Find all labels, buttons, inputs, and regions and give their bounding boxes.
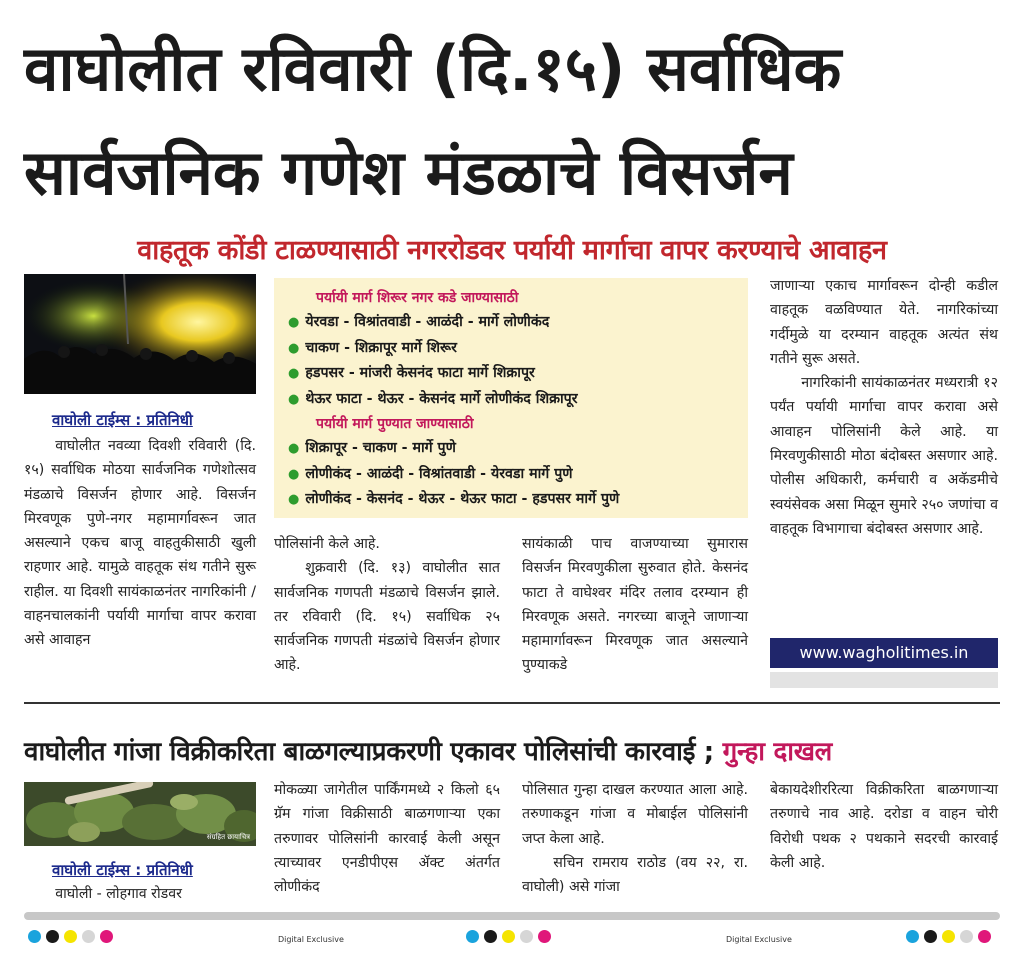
story1-col1-text: वाघोलीत नवव्या दिवशी रविवारी (दि. १५) सर्वाधिक मोठया सार्वजनिक गणेशोत्सव मंडळाचे विसर्जन होणार आहे. विसर्जन मिरवणूक पुणे-नगर महामार्गावरून जात असल्याने एकच बाजू वाहतुकीसाठी खुली राहणार आहे. यामुळे वाहतूक संथ गतीने सुरू राहील. या दिवशी सायंकाळनंतर नागरिकांनी / वाहनचालकांनी पर्यायी मार्गाचा वापर करावा असे आवाहन — [24, 438, 256, 649]
bullet-icon: ● — [288, 441, 300, 456]
story1-column-2 — [274, 532, 500, 678]
website-link[interactable]: www.wagholitimes.in — [770, 638, 998, 668]
registration-dot — [82, 930, 95, 943]
story2-column-2 — [274, 778, 500, 899]
registration-dot — [64, 930, 77, 943]
story1-col3-text: सायंकाळी पाच वाजण्याच्या सुमारास विसर्जन मिरवणुकीला सुरुवात होते. केसनंद फाटा ते वाघेश्वर मंदिर तलाव दरम्यान ही मिरवणूक असते. नगरच्या बाजूने जाणाऱ्या महामार्गावरून मिरवणूक जात असल्याने पुण्याकडे — [522, 536, 748, 674]
registration-dot — [46, 930, 59, 943]
story2-column-3 — [522, 778, 748, 899]
routes-heading-shirur: पर्यायी मार्ग शिरूर नगर कडे जाण्यासाठी — [316, 290, 519, 306]
registration-dot — [520, 930, 533, 943]
registration-dot — [978, 930, 991, 943]
registration-dot — [906, 930, 919, 943]
bullet-icon: ● — [288, 391, 300, 407]
registration-dot — [466, 930, 479, 943]
registration-dot — [924, 930, 937, 943]
procession-photo — [24, 274, 256, 394]
registration-dot — [28, 930, 41, 943]
main-headline-line2: सार्वजनिक गणेश मंडळाचे विसर्जन — [24, 136, 793, 209]
route-item: ● थेऊर फाटा - थेऊर - केसनंद मार्गे लोणीकंद शिक्रापूर — [288, 390, 578, 407]
case-registered-label: गुन्हा दाखल — [722, 737, 833, 767]
website-shadow-bar — [770, 672, 998, 688]
story2-byline: वाघोली टाईम्स : प्रतिनिधी — [52, 861, 193, 879]
story2-column-4 — [770, 778, 998, 875]
alternate-routes-box — [274, 278, 748, 518]
story1-col4-p2: नागरिकांनी सायंकाळनंतर मध्यरात्री १२ पर्यंत पर्यायी मार्गाचा वापर करावा असे आवाहन पोलिसांनी केले आहे. या मिरवणुकीसाठी मोठा बंदोबस्त असणार आहे. पोलीस अधिकारी, कर्मचारी व अकॅडमीचे स्वयंसेवक असा मिळून सुमारे २५० जणांचा व वाहतूक विभागाचा बंदोबस्त असणार आहे. — [770, 375, 998, 537]
registration-marks-right — [906, 930, 991, 943]
route-item: ● येरवडा - विश्रांतवाडी - आळंदी - मार्गे लोणीकंद — [288, 314, 550, 330]
story2-col3-p1: पोलिसात गुन्हा दाखल करण्यात आला आहे. तरुणाकडून गांजा व मोबाईल पोलिसांनी जप्त केला आहे. — [522, 782, 748, 847]
story2-headline: वाघोलीत गांजा विक्रीकरिता बाळगल्याप्रकरणी एकावर पोलिसांची कारवाई ; गुन्हा दाखल — [24, 737, 833, 767]
ganja-photo — [24, 782, 256, 846]
registration-marks-center — [466, 930, 551, 943]
registration-dot — [502, 930, 515, 943]
bullet-icon: ● — [288, 366, 300, 381]
story2-col3-p2: सचिन रामराय राठोड (वय २२, रा. वाघोली) असे गांजा — [522, 854, 748, 896]
routes-heading-pune: पर्यायी मार्ग पुण्यात जाण्यासाठी — [316, 416, 474, 432]
bullet-icon: ● — [288, 315, 300, 330]
story2-col2-text: मोकळ्या जागेतील पार्किंगमध्ये २ किलो ६५ ग्रॅम गांजा विक्रीसाठी बाळगणाऱ्या एका तरुणावर पोलिसांनी कारवाई केली असून त्याच्यावर एनडीपीएस ॲक्ट अंतर्गत लोणीकंद — [274, 782, 500, 896]
footer-label-right: Digital Exclusive — [726, 935, 792, 944]
photo-caption: संग्रहित छायाचित्र — [206, 833, 250, 841]
route-item: ● लोणीकंद - आळंदी - विश्रांतवाडी - येरवडा मार्गे पुणे — [288, 465, 573, 482]
bullet-icon: ● — [288, 466, 300, 482]
subheadline: वाहतूक कोंडी टाळण्यासाठी नगररोडवर पर्यायी मार्गाचा वापर करण्याचे आवाहन — [137, 235, 887, 266]
registration-marks-left — [28, 930, 113, 943]
registration-dot — [960, 930, 973, 943]
story1-column-4 — [770, 274, 998, 541]
story2-col1-text: वाघोली - लोहगाव रोडवर — [55, 886, 182, 902]
main-headline-line1: वाघोलीत रविवारी (दि.१५) सर्वाधिक — [24, 32, 842, 105]
footer-label-left: Digital Exclusive — [278, 935, 344, 944]
story1-byline: वाघोली टाईम्स : प्रतिनिधी — [52, 411, 193, 429]
registration-dot — [538, 930, 551, 943]
story2-column-1 — [24, 882, 256, 906]
registration-dot — [484, 930, 497, 943]
story2-col4-text: बेकायदेशीररित्या विक्रीकरिता बाळगणाऱ्या तरुणाचे नाव आहे. दरोडा व वाहन चोरी विरोधी पथक २ पथकाने सदरची कारवाई केली आहे. — [770, 782, 998, 871]
story1-col2-p1: पोलिसांनी केले आहे. — [274, 536, 380, 552]
story1-column-1 — [24, 434, 256, 653]
route-item: ● लोणीकंद - केसनंद - थेऊर - थेऊर फाटा - हडपसर मार्गे पुणे — [288, 491, 620, 507]
route-item: ● हडपसर - मांजरी केसनंद फाटा मार्गे शिक्रापूर — [288, 365, 535, 381]
bullet-icon: ● — [288, 340, 300, 356]
story1-col4-p1: जाणाऱ्या एकाच मार्गावरून दोन्ही कडील वाहतूक वळविण्यात येते. नागरिकांच्या गर्दीमुळे या दरम्यान वाहतूक अत्यंत संथ गतीने सुरू असते. — [770, 278, 998, 367]
registration-dot — [100, 930, 113, 943]
story1-col2-p2: शुक्रवारी (दि. १३) वाघोलीत सात सार्वजनिक गणपती मंडळाचे विसर्जन झाले. तर रविवारी (दि. १५) सर्वाधिक २५ सार्वजनिक गणपती मंडळांचे विसर्जन होणार आहे. — [274, 560, 500, 674]
route-item: ● चाकण - शिक्रापूर मार्गे शिरूर — [288, 339, 457, 356]
registration-dot — [942, 930, 955, 943]
footer-bar — [24, 912, 1000, 920]
story1-column-3 — [522, 532, 748, 678]
route-item: ● शिक्रापूर - चाकण - मार्गे पुणे — [288, 440, 456, 456]
section-divider — [24, 702, 1000, 704]
bullet-icon: ● — [288, 492, 300, 507]
